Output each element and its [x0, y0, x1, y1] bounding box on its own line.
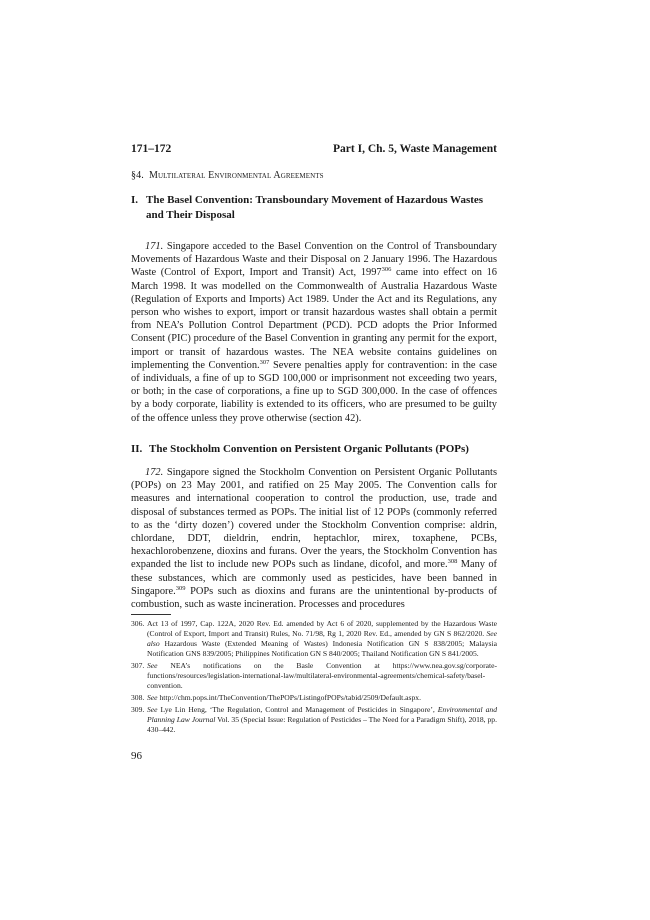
paragraph-172 — [131, 466, 497, 611]
footnote-signal: See also — [147, 629, 497, 648]
footnote-signal: See — [147, 661, 158, 670]
paragraph-text: came into effect on 16 March 1998. It was modelled on the Commonwealth of Australia Hazardous Waste (Regulation of Exports and Imports) Act 1989. Under the Act and its Regulations, any person who wishes to export, import or transit hazardous wastes shall obtain a permit from NEA’s Pollution Control Department (PCD). PCD adopts the Prior Informed Consent (PIC) procedure of the Basel Convention in granting any permit for the export, import or transit of hazardous wastes. The NEA website contains guidelines on implementing the Convention. — [131, 267, 497, 371]
footnotes — [131, 619, 497, 737]
paragraph-range: 171–172 — [131, 143, 172, 155]
journal-title: Environmental and Planning Law Journal — [147, 705, 497, 724]
footnote-number: 309. — [131, 705, 145, 714]
heading-number: I. — [131, 194, 139, 206]
footnote-text: Vol. 35 (Special Issue: Regulation of Pesticides – The Need for a Paradigm Shift), 2018, pp. 430–442. — [147, 715, 497, 734]
footnote-text: http://chm.pops.int/TheConvention/ThePOPs/ListingofPOPs/tabid/2509/Default.aspx. — [157, 693, 421, 702]
section-heading — [131, 170, 324, 181]
footnote-309 — [131, 705, 497, 735]
paragraph-text: Singapore signed the Stockholm Convention on Persistent Organic Pollutants (POPs) on 23 May 2001, and ratified on 25 May 2005. The Convention calls for measures and international cooperation to control the production, use, trade and disposal of substances termed as POPs. The initial list of 12 POPs (commonly referred to as the ‘dirty dozen’) covered under the Stockholm Convention comprise: aldrin, chlordane, DDT, dieldrin, endrin, heptachlor, mirex, toxaphene, PCBs, hexachlorobenzene, dioxins and furans. Over the years, the Stockholm Convention has expanded the list to include new POPs such as lindane, dicofol, and more. — [131, 467, 497, 571]
paragraph-number: 172. — [145, 467, 164, 478]
paragraph-text: Many of these substances, which are commonly used as pesticides, have been banned in Singapore. — [131, 559, 497, 597]
running-title: Part I, Ch. 5, Waste Management — [333, 143, 497, 155]
footnote-text: NEA’s notifications on the Basle Convention at https://www.nea.gov.sg/corporate-functions/resources/legislation-international-law/multilateral-environmental-agreements/chemical-safety/basel-convention. — [147, 661, 497, 690]
heading-title: The Basel Convention: Transboundary Movement of Hazardous Wastes and Their Disposal — [146, 194, 484, 221]
footnote-307 — [131, 661, 497, 691]
page-number: 96 — [131, 750, 142, 762]
heading-stockholm — [131, 442, 497, 457]
footnote-ref-309[interactable]: 309 — [175, 584, 186, 592]
section-number: §4. — [131, 170, 144, 181]
footnote-number: 308. — [131, 693, 145, 702]
paragraph-text: POPs such as dioxins and furans are the unintentional by-products of combustion, such as waste incineration. Processes and procedures — [131, 585, 497, 611]
heading-title: The Stockholm Convention on Persistent Organic Pollutants (POPs) — [149, 443, 469, 455]
footnote-text: Act 13 of 1997, Cap. 122A, 2020 Rev. Ed. amended by Act 6 of 2020, supplemented by the Hazardous Waste (Control of Export, Import and Transit) Rules, No. 71/98, Rg 1, 2020 Rev. Ed., amended by GN S 862/2020. — [147, 619, 497, 638]
footnote-ref-307[interactable]: 307 — [259, 358, 270, 366]
footnote-ref-306[interactable]: 306 — [381, 266, 392, 274]
footnote-signal: See — [147, 693, 158, 702]
paragraph-text: Singapore acceded to the Basel Convention on the Control of Transboundary Movements of Hazardous Waste and their Disposal on 2 January 1996. The Hazardous Waste (Control of Export, Import and Transit) Act, 1997 — [131, 241, 497, 279]
paragraph-number: 171. — [145, 241, 164, 252]
footnote-306 — [131, 619, 497, 659]
section-title: Multilateral Environmental Agreements — [149, 170, 324, 181]
footnote-divider — [131, 614, 171, 615]
paragraph-text: Severe penalties apply for contravention: in the case of individuals, a fine of up to SGD 100,000 or imprisonment not exceeding two years, or both; in the case of corporations, a fine up to SGD 300,000. In the case of offences by a body corporate, liability is extended to its officers, who are presumed to be guilty of the offence unless they prove otherwise (section 42). — [131, 359, 497, 424]
footnote-number: 306. — [131, 619, 145, 628]
footnote-number: 307. — [131, 661, 145, 670]
footnote-text: Lye Lin Heng, ‘The Regulation, Control and Management of Pesticides in Singapore’, — [157, 705, 438, 714]
paragraph-171 — [131, 240, 497, 425]
heading-basel — [131, 193, 497, 223]
footnote-ref-308[interactable]: 308 — [447, 558, 458, 566]
heading-number: II. — [131, 443, 143, 455]
footnote-text: Hazardous Waste (Extended Meaning of Wastes) Indonesia Notification GN S 838/2005; Malaysia Notification GNS 839/2005; Philippines Notification GN S 840/2005; Thailand Notification GN S 841/2005. — [147, 639, 497, 658]
footnote-308 — [131, 693, 497, 703]
footnote-signal: See — [147, 705, 158, 714]
